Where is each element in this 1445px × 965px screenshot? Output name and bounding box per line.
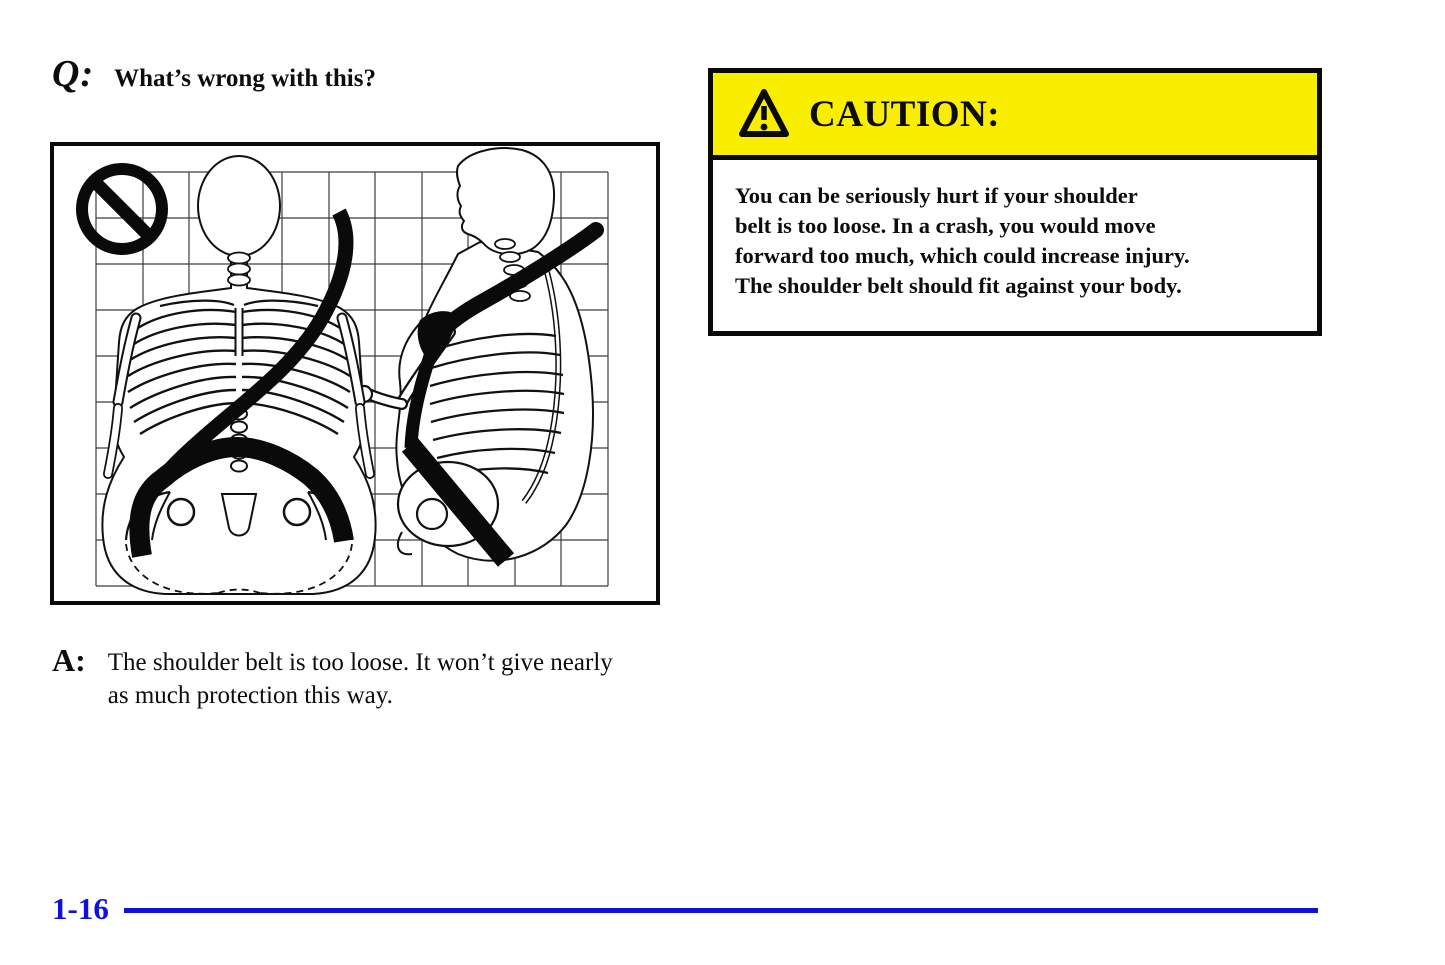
caution-body-line: The shoulder belt should fit against your body. — [735, 273, 1182, 298]
seatbelt-illustration — [50, 142, 660, 605]
question-text: What’s wrong with this? — [114, 65, 376, 92]
caution-body-line: You can be seriously hurt if your shoulder — [735, 183, 1138, 208]
footer-rule — [124, 908, 1318, 913]
answer-label: A: — [52, 642, 86, 678]
caution-title: CAUTION: — [809, 93, 1001, 135]
page-number: 1-16 — [52, 891, 109, 926]
caution-body-line: forward too much, which could increase injury. — [735, 243, 1190, 268]
question-row — [52, 52, 376, 96]
warning-triangle-icon — [737, 86, 791, 142]
caution-body — [713, 160, 1317, 331]
caution-body-line: belt is too loose. In a crash, you would move — [735, 213, 1156, 238]
skeleton-figure-svg — [54, 146, 656, 601]
answer-line: The shoulder belt is too loose. It won’t give nearly — [107, 649, 613, 676]
answer-row — [52, 644, 613, 712]
caution-header — [713, 73, 1317, 160]
side-skeleton-figure — [356, 148, 593, 561]
caution-box — [708, 68, 1322, 336]
question-label: Q: — [52, 53, 95, 95]
answer-text — [108, 644, 613, 712]
answer-line: as much protection this way. — [107, 682, 393, 709]
no-symbol-icon — [82, 169, 162, 249]
